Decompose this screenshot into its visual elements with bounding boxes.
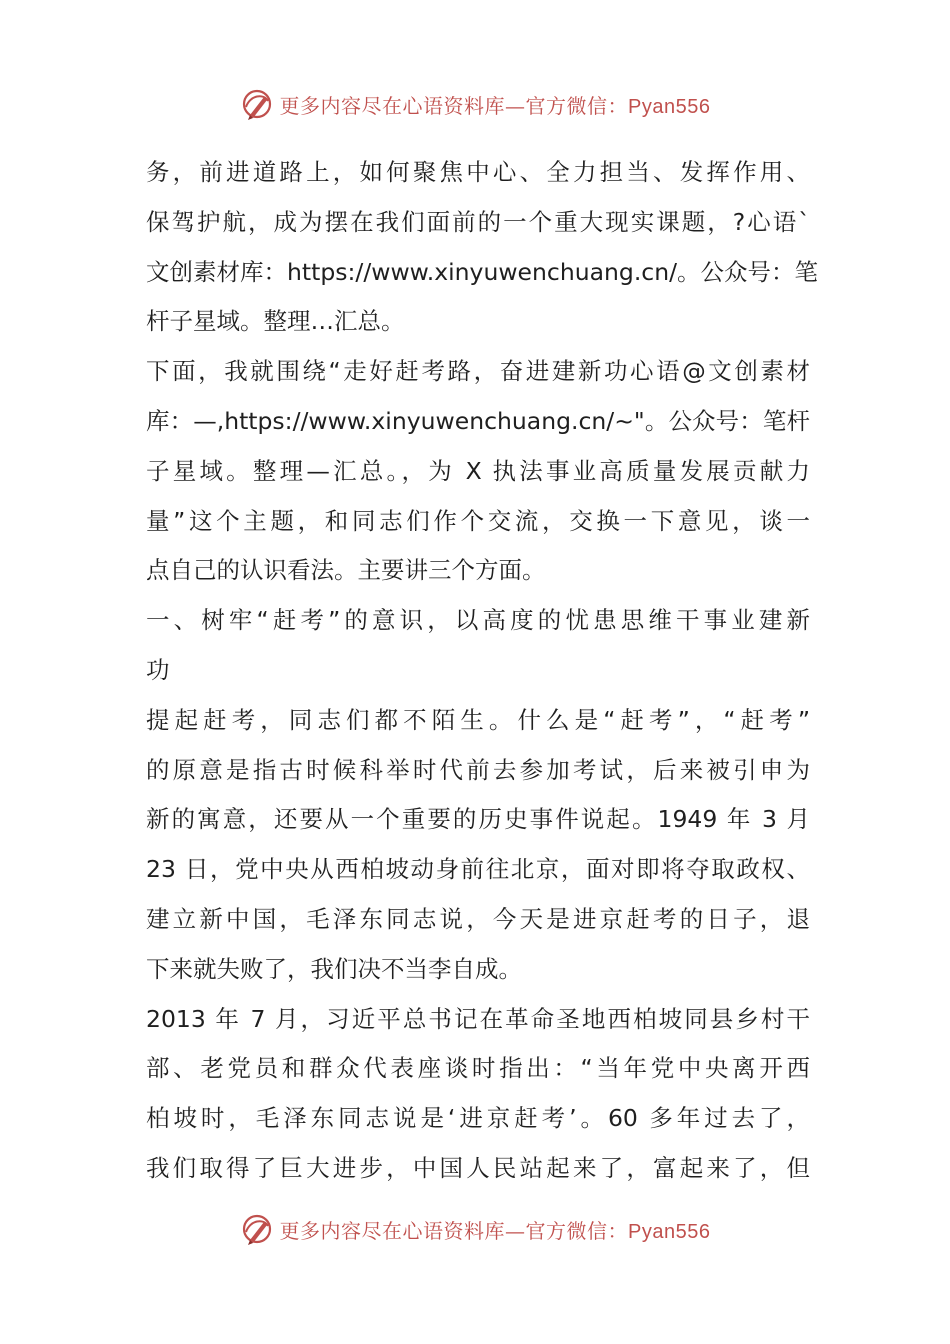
body-line: 量”这个主题，和同志们作个交流，交换一下意见，谈一 (146, 506, 810, 535)
body-line: 下面，我就围绕“走好赶考路，奋进建新功心语@文创素材 (146, 357, 810, 386)
body-line: 库：—,https://www.xinyuwenchuang.cn/~"。公众号：笔杆 (146, 406, 810, 435)
header-watermark-banner (0, 82, 950, 126)
body-line: 我们取得了巨大进步，中国人民站起来了，富起来了，但 (146, 1153, 810, 1182)
body-line: 柏坡时，毛泽东同志说是‘进京赶考’。60 多年过去了， (146, 1104, 810, 1133)
body-line: 杆子星域。整理…汇总。 (146, 307, 405, 336)
section-heading-line: 一、树牢“赶考”的意识，以高度的忧患思维干事业建新 (146, 606, 810, 635)
body-line: 下来就失败了，我们决不当李自成。 (146, 954, 522, 983)
document-body (146, 148, 819, 1194)
body-line: 23 日，党中央从西柏坡动身前往北京，面对即将夺取政权、 (146, 855, 810, 884)
body-line: 务，前进道路上，如何聚焦中心、全力担当、发挥作用、 (146, 158, 810, 186)
banner-site-name: 更多内容尽在心语资料库 (279, 93, 506, 118)
banner-text (280, 1215, 711, 1244)
body-line: 文创素材库：https://www.xinyuwenchuang.cn/。公众号：笔 (146, 257, 819, 286)
banner-text (280, 90, 711, 119)
body-line: 部、老党员和群众代表座谈时指出：“当年党中央离开西 (146, 1054, 810, 1083)
body-line: 点自己的认识看法。主要讲三个方面。 (146, 556, 546, 585)
body-line: 的原意是指古时候科举时代前去参加考试，后来被引申为 (146, 755, 810, 784)
body-line: 提起赶考，同志们都不陌生。什么是“赶考”，“赶考” (146, 705, 810, 734)
body-line: 2013 年 7 月，习近平总书记在革命圣地西柏坡同县乡村干 (146, 1004, 810, 1033)
body-line: 新的寓意，还要从一个重要的历史事件说起。1949 年 3 月 (146, 805, 810, 834)
banner-site-name: 更多内容尽在心语资料库 (279, 1218, 506, 1243)
pen-swirl-logo-icon (240, 87, 274, 121)
body-line: 子星域。整理—汇总。，为 X 执法事业高质量发展贡献力 (146, 456, 810, 485)
body-line: 建立新中国，毛泽东同志说，今天是进京赶考的日子，退 (146, 904, 810, 933)
banner-wechat-id: Pyan556 (628, 95, 711, 118)
banner-dash: — (505, 93, 526, 118)
body-line: 保驾护航，成为摆在我们面前的一个重大现实课题，?心语` (146, 207, 810, 236)
banner-official-label: 官方微信： (525, 1218, 629, 1243)
footer-watermark-banner (0, 1207, 950, 1251)
section-heading-line: 功 (146, 655, 170, 684)
banner-official-label: 官方微信： (525, 93, 629, 118)
pen-swirl-logo-icon (240, 1212, 274, 1246)
banner-wechat-id: Pyan556 (628, 1220, 711, 1243)
banner-dash: — (505, 1218, 526, 1243)
